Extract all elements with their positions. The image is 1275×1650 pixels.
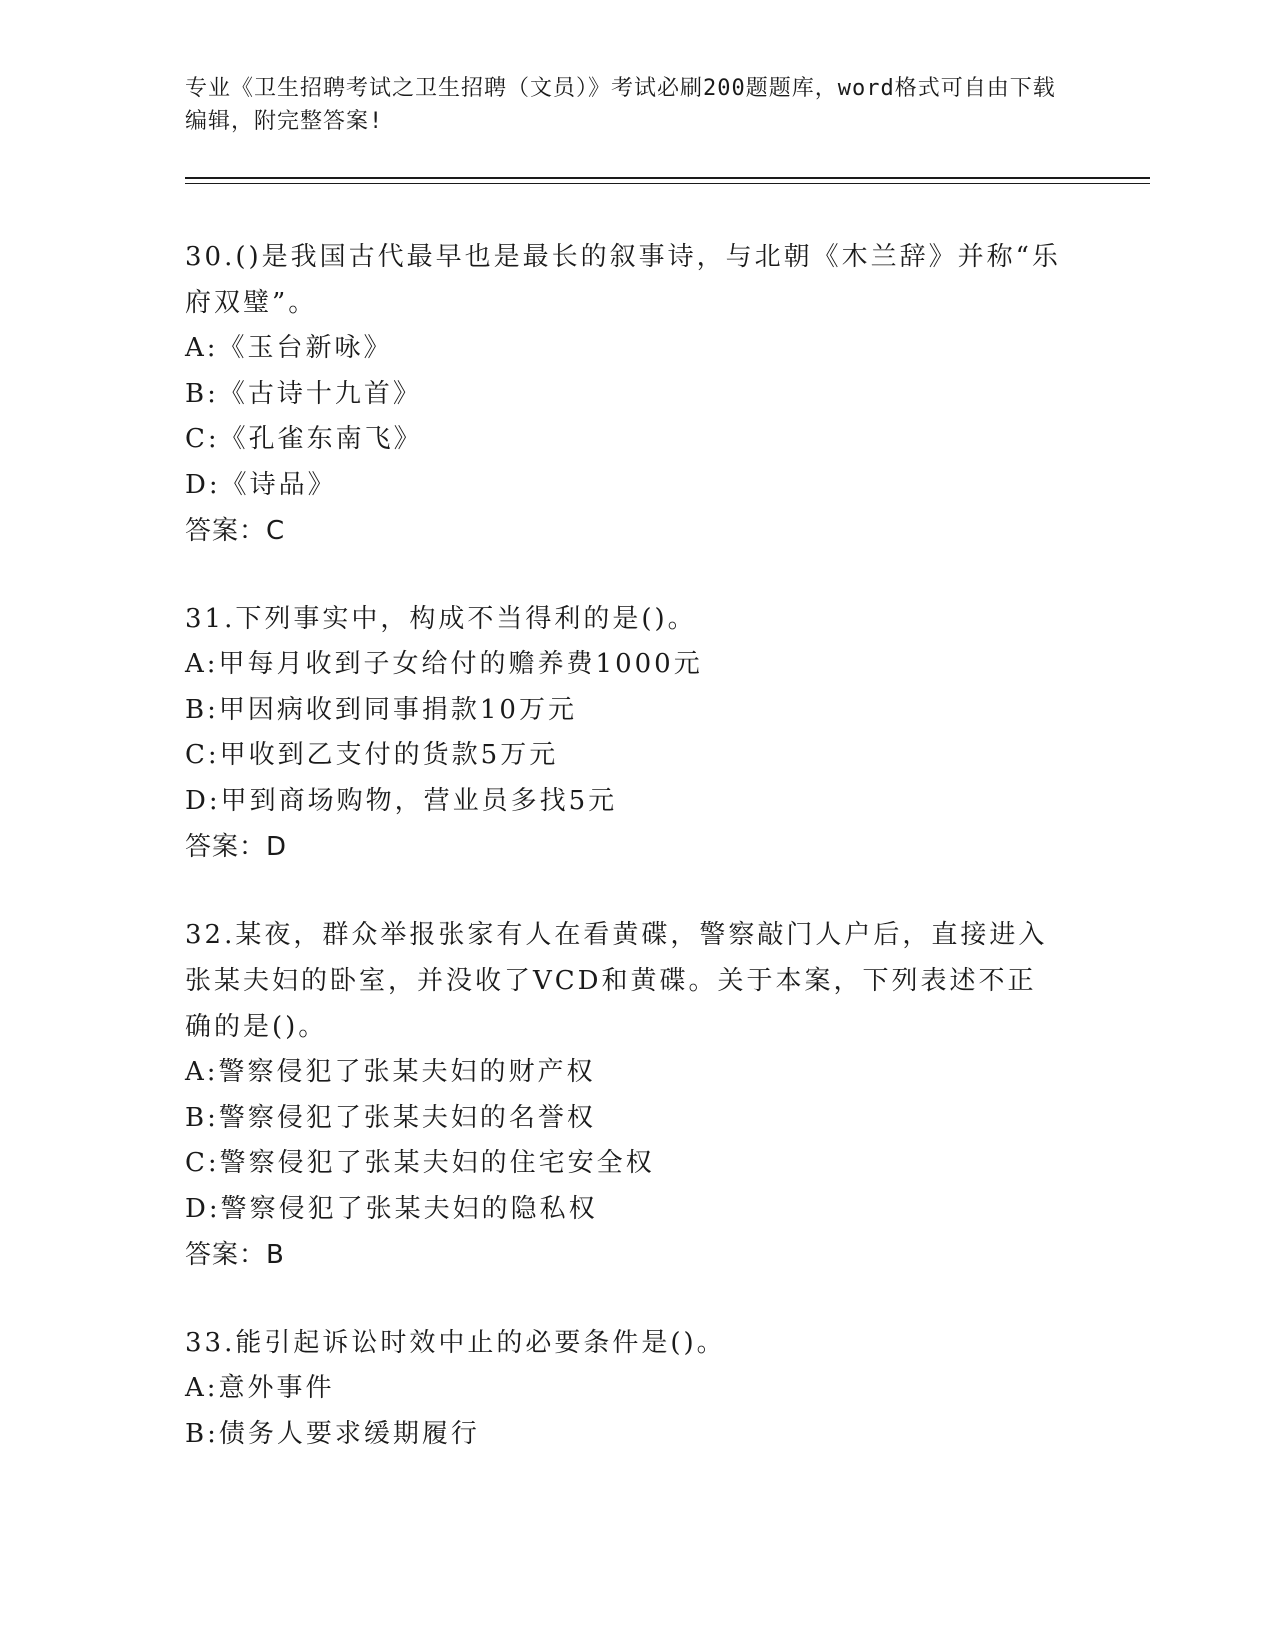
option-c: C:甲收到乙支付的货款5万元 (185, 740, 559, 770)
option-a: A:甲每月收到子女给付的赡养费1000元 (185, 649, 703, 679)
answer: 答案：D (185, 832, 288, 862)
option-c: C:《孔雀东南飞》 (185, 424, 423, 454)
question-32 (185, 912, 1065, 1278)
question-stem: 32.某夜，群众举报张家有人在看黄碟，警察敲门人户后，直接进入张某夫妇的卧室，并没收了VCD和黄碟。关于本案，下列表述不正确的是()。 (185, 920, 1048, 1042)
question-30 (185, 234, 1065, 554)
answer: 答案：B (185, 1240, 285, 1270)
question-stem: 31.下列事实中，构成不当得利的是()。 (185, 604, 697, 634)
option-c: C:警察侵犯了张某夫妇的住宅安全权 (185, 1148, 655, 1178)
option-d: D:《诗品》 (185, 469, 337, 500)
option-d: D:甲到商场购物，营业员多找5元 (185, 785, 618, 816)
header-divider (185, 177, 1150, 184)
option-b: B:《古诗十九首》 (185, 378, 422, 409)
document-header (185, 72, 1065, 138)
header-intro: 专业《卫生招聘考试之卫生招聘（文员）》考试必刷200题题库，word格式可自由下载编辑，附完整答案! (185, 76, 1056, 134)
option-d: D:警察侵犯了张某夫妇的隐私权 (185, 1193, 598, 1224)
question-31 (185, 596, 1065, 870)
question-stem: 33.能引起诉讼时效中止的必要条件是()。 (185, 1328, 726, 1358)
option-a: A:警察侵犯了张某夫妇的财产权 (185, 1057, 596, 1087)
question-33 (185, 1320, 1065, 1457)
option-a: A:《玉台新咏》 (185, 333, 393, 363)
question-list (185, 234, 1065, 1499)
option-b: B:债务人要求缓期履行 (185, 1418, 480, 1449)
option-b: B:警察侵犯了张某夫妇的名誉权 (185, 1102, 596, 1133)
option-a: A:意外事件 (185, 1373, 335, 1403)
answer: 答案：C (185, 516, 286, 546)
question-stem: 30.()是我国古代最早也是最长的叙事诗，与北朝《木兰辞》并称“乐府双璧”。 (185, 242, 1061, 318)
option-b: B:甲因病收到同事捐款10万元 (185, 694, 577, 725)
